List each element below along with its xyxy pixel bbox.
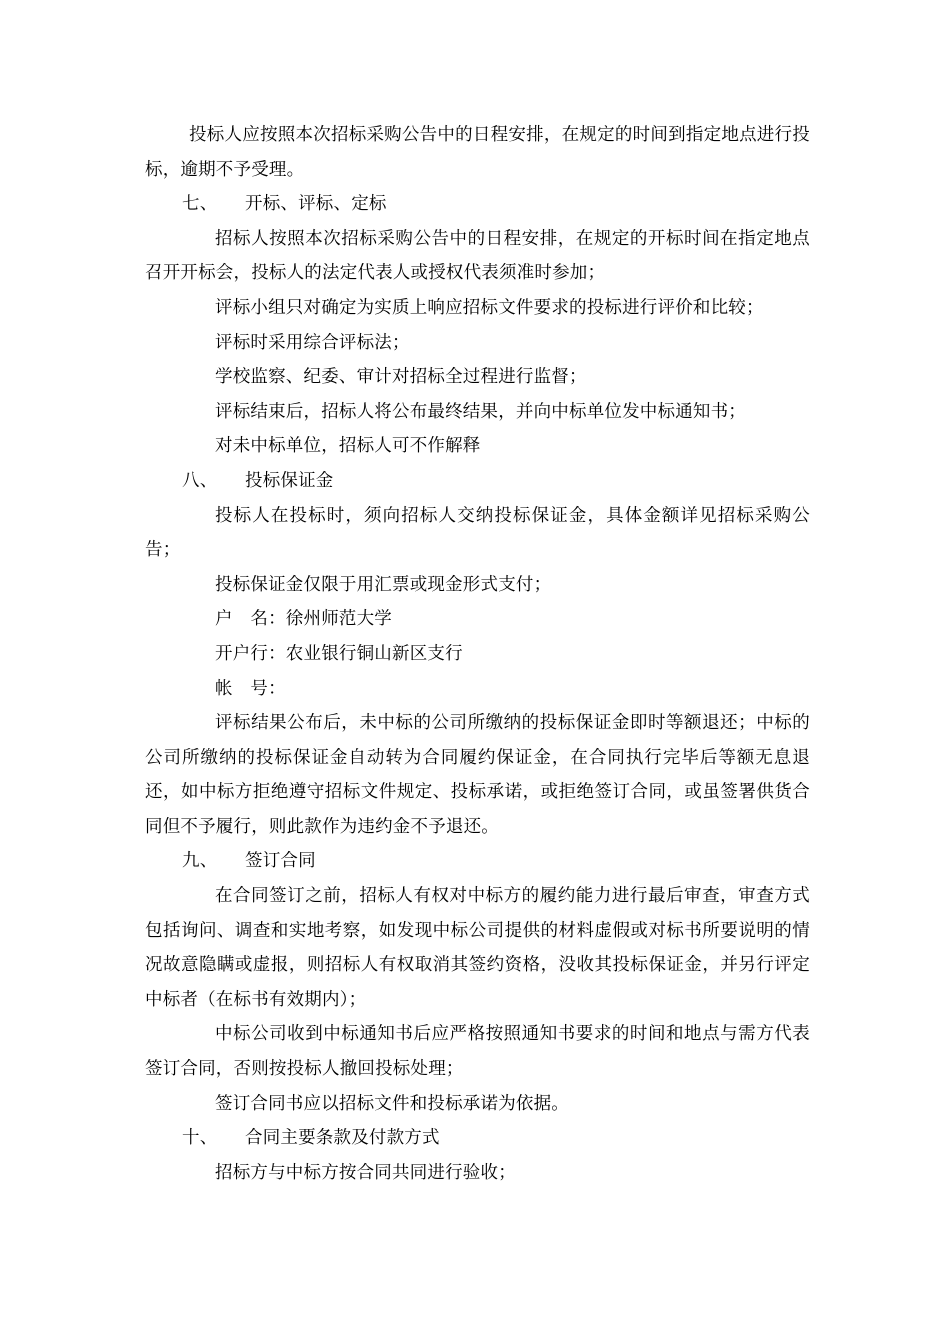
paragraph: 学校监察、纪委、审计对招标全过程进行监督； bbox=[215, 367, 587, 388]
paragraph: 签订合同书应以招标文件和投标承诺为依据。 bbox=[215, 1093, 569, 1114]
section-number: 七、 bbox=[182, 194, 218, 215]
section-title: 签订合同 bbox=[245, 851, 316, 872]
paragraph: 在合同签订之前，招标人有权对中标方的履约能力进行最后审查，审查方式包括询问、调查和实地考察，如发现中标公司提供的材料虚假或对标书所要说明的情况故意隐瞒或虚报，则招标人有权取消其签约资格，没收其投标保证金，并另行评定中标者（在标书有效期内）； bbox=[145, 886, 810, 1010]
section-heading-10 bbox=[145, 1121, 810, 1156]
section-title: 开标、评标、定标 bbox=[245, 194, 387, 215]
section-number: 九、 bbox=[182, 851, 218, 872]
paragraph: 招标方与中标方按合同共同进行验收； bbox=[215, 1162, 516, 1183]
paragraph: 评标结束后，招标人将公布最终结果，并向中标单位发中标通知书； bbox=[215, 401, 746, 422]
paragraph: 中标公司收到中标通知书后应严格按照通知书要求的时间和地点与需方代表签订合同，否则按投标人撤回投标处理； bbox=[145, 1024, 810, 1080]
section-heading-9 bbox=[145, 844, 810, 879]
paragraph: 投标人在投标时，须向招标人交纳投标保证金，具体金额详见招标采购公告； bbox=[145, 505, 810, 561]
paragraph-bidding-deadline: 投标人应按照本次招标采购公告中的日程安排，在规定的时间到指定地点进行投标，逾期不予受理。 bbox=[145, 125, 810, 180]
section-title: 投标保证金 bbox=[245, 470, 334, 491]
paragraph: 招标人按照本次招标采购公告中的日程安排，在规定的开标时间在指定地点召开开标会，投标人的法定代表人或授权代表须准时参加； bbox=[145, 228, 810, 284]
section-title: 合同主要条款及付款方式 bbox=[245, 1128, 440, 1149]
paragraph: 评标时采用综合评标法； bbox=[215, 332, 410, 353]
section-number: 八、 bbox=[182, 470, 218, 491]
paragraph: 评标小组只对确定为实质上响应招标文件要求的投标进行评价和比较； bbox=[215, 297, 764, 318]
paragraph: 投标保证金仅限于用汇票或现金形式支付； bbox=[215, 574, 552, 595]
account-number: 帐 号： bbox=[215, 678, 286, 699]
document-body bbox=[145, 118, 810, 1190]
section-heading-8 bbox=[145, 464, 810, 499]
paragraph: 对未中标单位，招标人可不作解释 bbox=[215, 436, 481, 457]
account-bank: 开户行：农业银行铜山新区支行 bbox=[215, 643, 463, 664]
account-name: 户 名：徐州师范大学 bbox=[215, 609, 392, 630]
section-heading-7 bbox=[145, 187, 810, 222]
paragraph: 评标结果公布后，未中标的公司所缴纳的投标保证金即时等额退还；中标的公司所缴纳的投标保证金自动转为合同履约保证金，在合同执行完毕后等额无息退还，如中标方拒绝遵守招标文件规定、投标承诺，或拒绝签订合同，或虽签署供货合同但不予履行，则此款作为违约金不予退还。 bbox=[145, 713, 810, 837]
section-number: 十、 bbox=[182, 1128, 218, 1149]
